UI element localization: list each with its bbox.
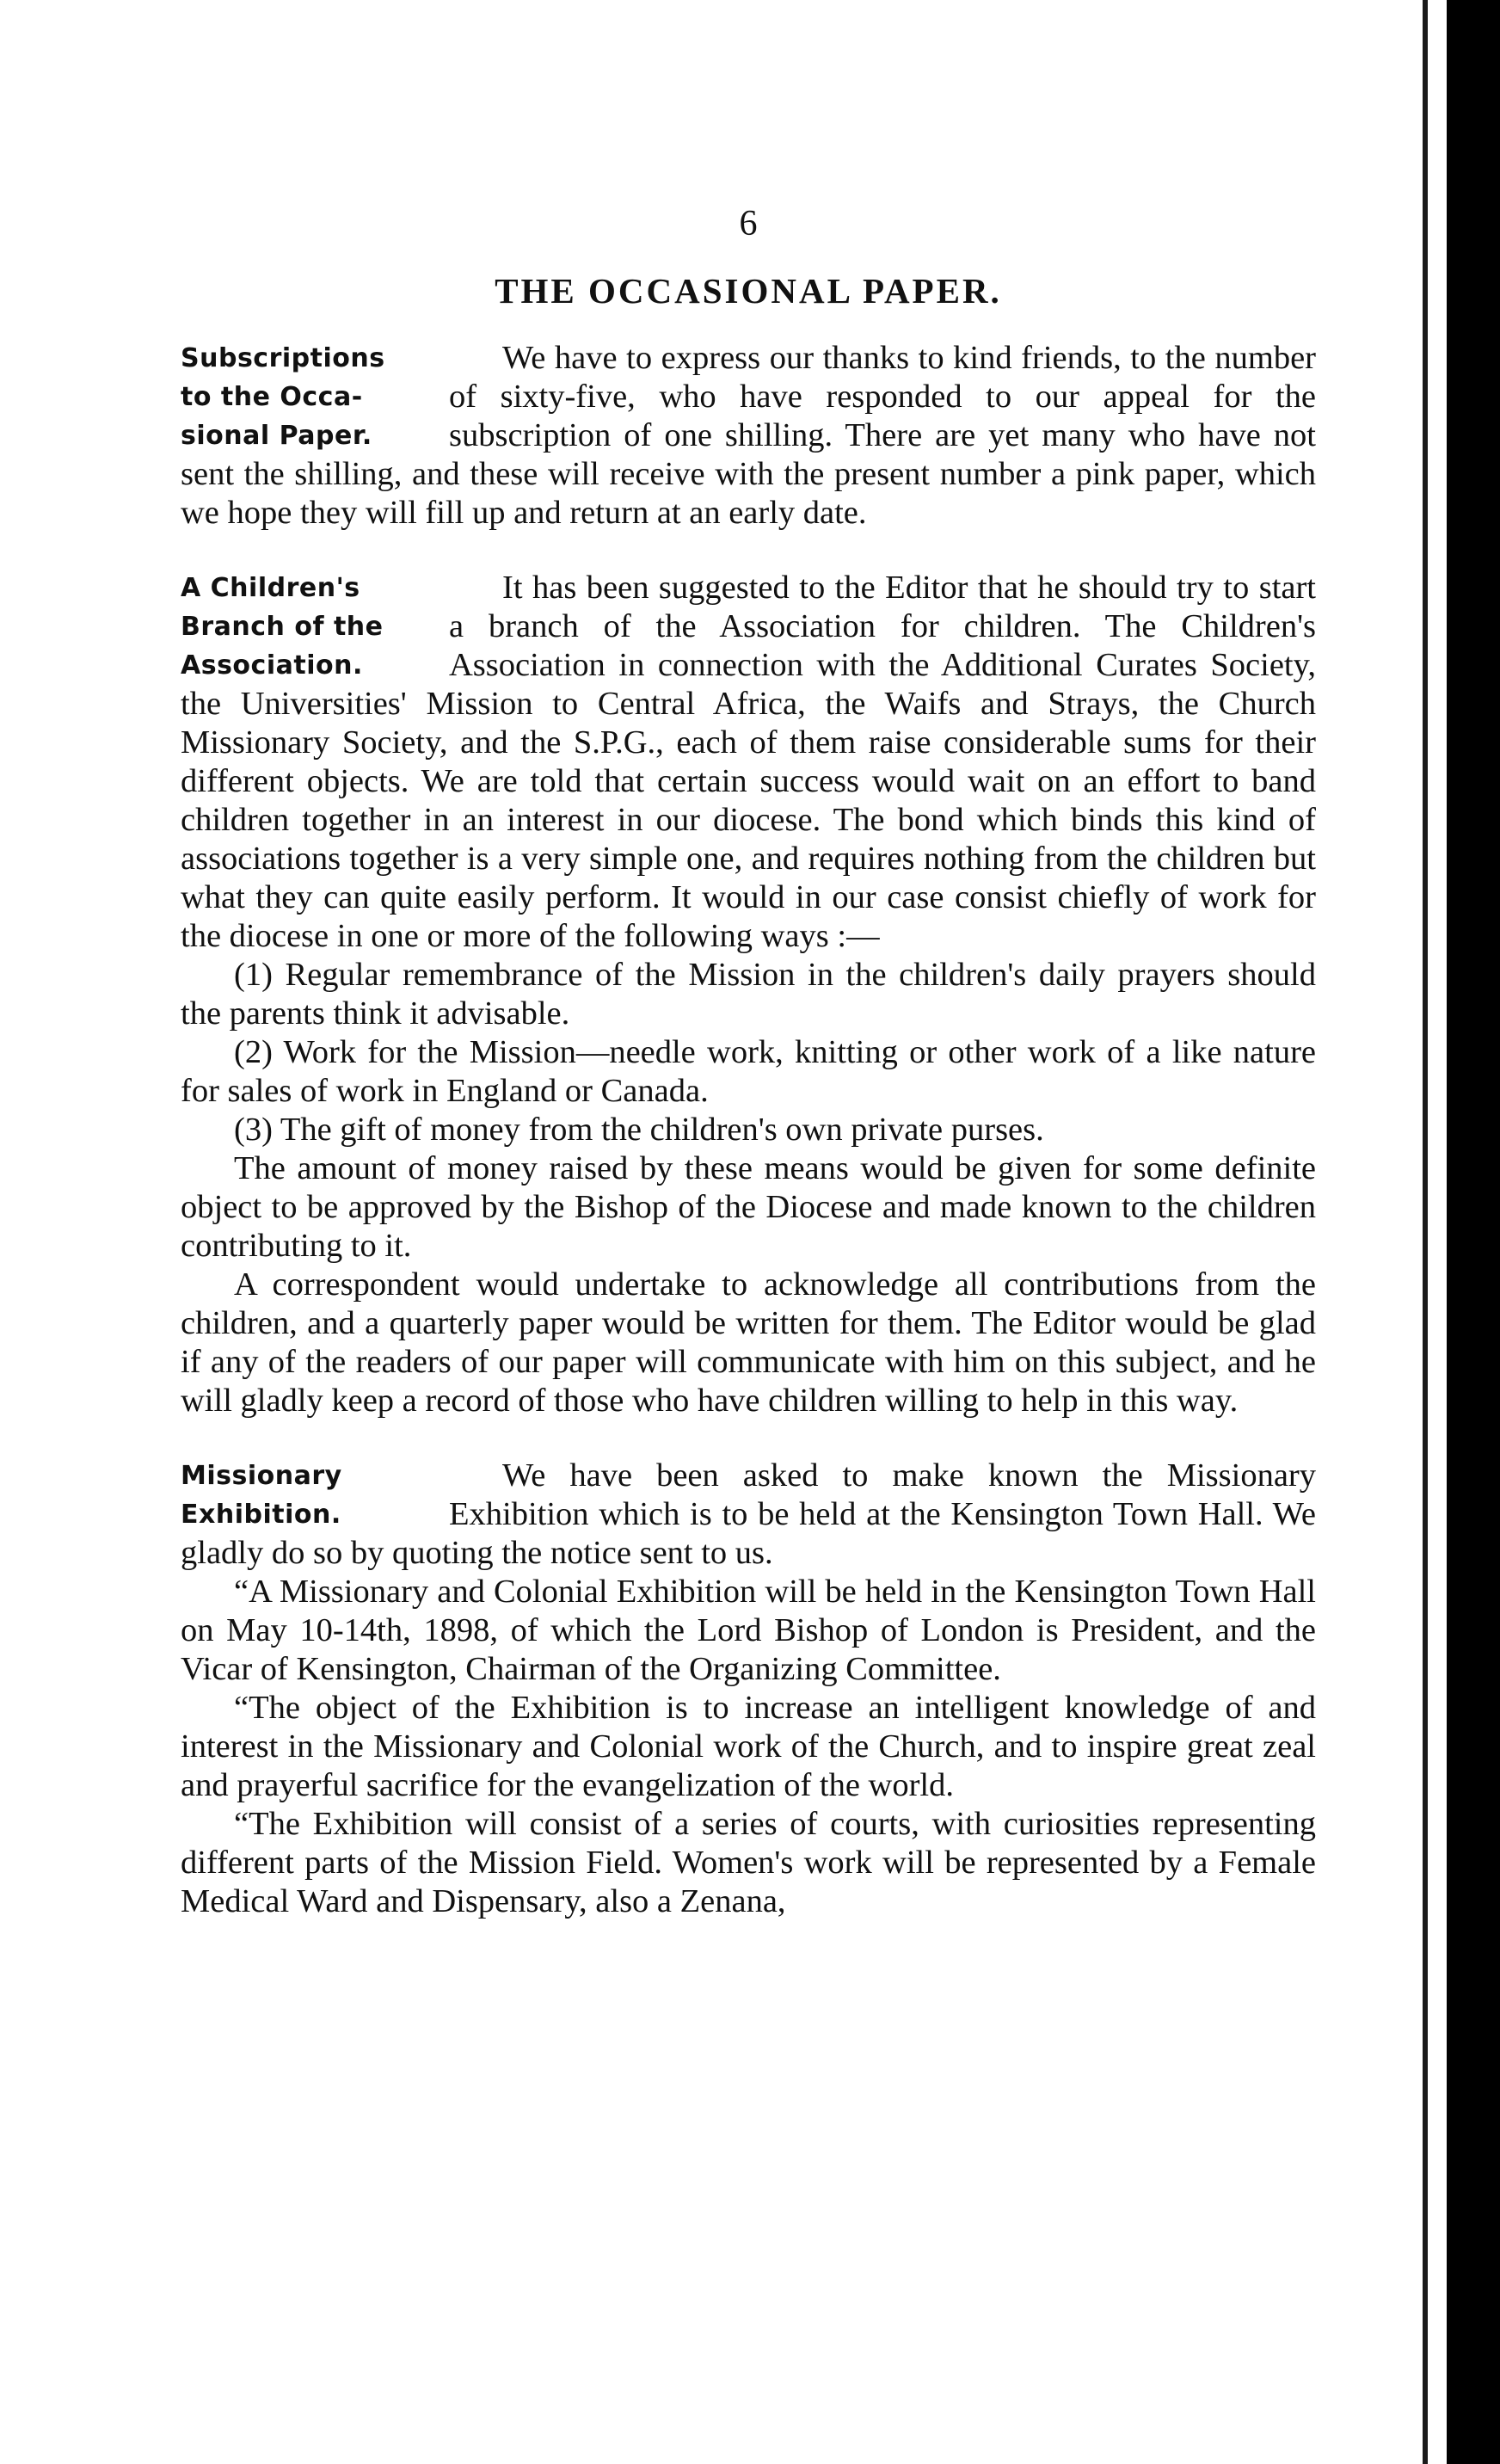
paragraph: “The object of the Exhibition is to increase an intelligent knowledge of and interest in the Missionary and Colonial work of the Church, and to inspire great zeal and prayerful sacrifice for the evangelization of the world. <box>181 1690 1316 1803</box>
side-heading <box>181 1457 430 1534</box>
section-childrens-branch <box>181 569 1316 1420</box>
section-subscriptions <box>181 339 1316 533</box>
side-heading-line: Association. <box>181 650 363 681</box>
page-number: 6 <box>739 204 758 243</box>
side-heading <box>181 569 430 685</box>
page-edge-line <box>1423 0 1428 2464</box>
paragraph: A correspondent would undertake to acknowledge all contributions from the children, and a quarterly paper would be written for them. The Editor would be glad if any of the readers of our paper will communicate with him on this subject, and he will gladly keep a record of those who have children willing to help in this way. <box>181 1266 1316 1419</box>
section-missionary-exhibition <box>181 1457 1316 1921</box>
side-heading-line: sional Paper. <box>181 421 372 451</box>
paragraph: The amount of money raised by these means would be given for some definite object to be approved by the Bishop of the Diocese and made known to the children contributing to it. <box>181 1150 1316 1264</box>
side-heading-line: to the Occa- <box>181 382 363 412</box>
document-page <box>181 198 1316 1957</box>
side-heading <box>181 339 430 455</box>
side-heading-line: Missionary <box>181 1461 342 1491</box>
side-heading-line: Branch of the <box>181 612 384 642</box>
paragraph: It has been suggested to the Editor that he should try to start a branch of the Association for children. The Children's Association in connection with the Additional Curates Society, the Universities' Mission to Central Africa, the Waifs and Strays, the Church Missionary Society, and the S.P.G., each of them raise considerable sums for their different objects. We are told that certain success would wait on an effort to band children together in an interest in our diocese. The bond which binds this kind of associations together is a very simple one, and requires nothing from the children but what they can quite easily perform. It would in our case consist chiefly of work for the diocese in one or more of the following ways :— <box>181 570 1316 954</box>
paragraph: We have to express our thanks to kind friends, to the number of sixty-five, who have responded to our appeal for the subscription of one shilling. There are yet many who have not sent the shilling, and these will receive with the present number a pink paper, which we hope they will fill up and return at an early date. <box>181 340 1316 531</box>
side-heading-line: A Children's <box>181 573 360 603</box>
list-item: (3) The gift of money from the children's own private purses. <box>234 1112 1044 1148</box>
running-title: THE OCCASIONAL PAPER. <box>495 271 1002 311</box>
paragraph: We have been asked to make known the Missionary Exhibition which is to be held at the Kensington Town Hall. We gladly do so by quoting the notice sent to us. <box>181 1457 1316 1571</box>
side-heading-line: Exhibition. <box>181 1500 341 1530</box>
side-heading-line: Subscriptions <box>181 343 385 373</box>
paragraph: “A Missionary and Colonial Exhibition will be held in the Kensington Town Hall on May 10-14th, 1898, of which the Lord Bishop of London is President, and the Vicar of Kensington, Chairman of the Organizing Committee. <box>181 1574 1316 1687</box>
list-item: (1) Regular remembrance of the Mission in the children's daily prayers should the parents think it advisable. <box>181 957 1316 1032</box>
list-item: (2) Work for the Mission—needle work, knitting or other work of a like nature for sales of work in England or Canada. <box>181 1034 1316 1109</box>
scan-border <box>1447 0 1500 2464</box>
paragraph: “The Exhibition will consist of a series of courts, with curiosities representing different parts of the Mission Field. Women's work will be represented by a Female Medical Ward and Dispensary, also a Zenana, <box>181 1806 1316 1919</box>
